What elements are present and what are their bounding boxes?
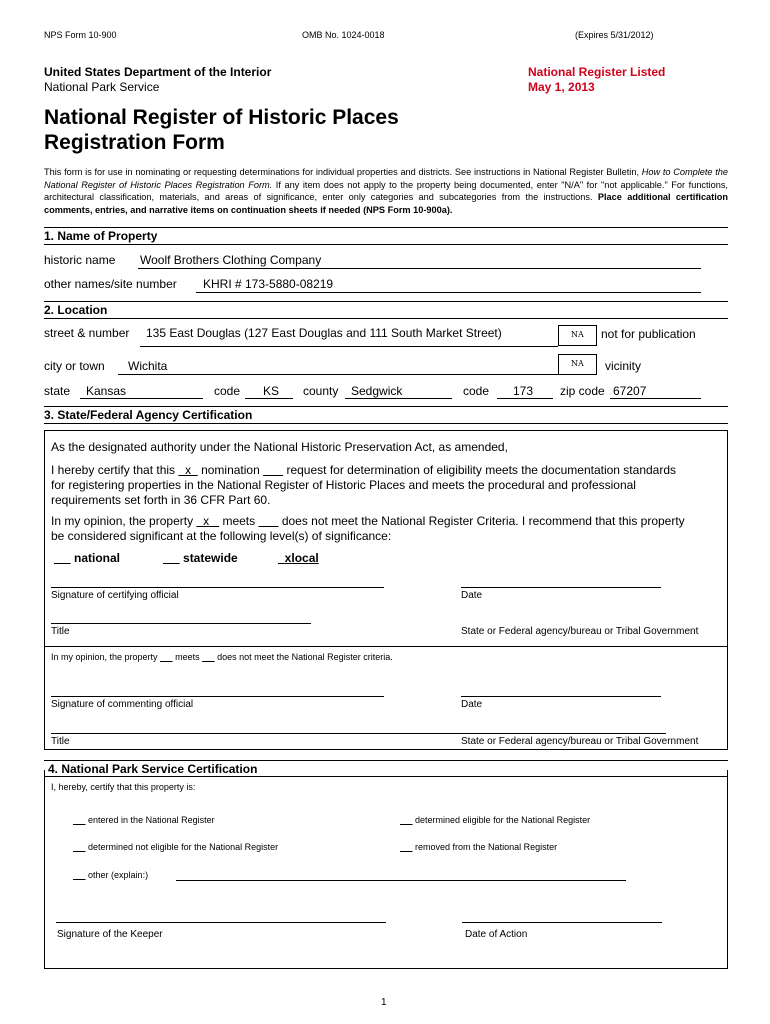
request-check[interactable]	[263, 463, 283, 477]
commenting-title-label: Title	[51, 736, 70, 747]
street-label: street & number	[44, 326, 130, 340]
option-other[interactable]	[73, 870, 148, 880]
certifying-signature-line[interactable]	[51, 587, 384, 588]
commenting-meets-check[interactable]	[160, 652, 173, 662]
commenting-date-label: Date	[461, 699, 483, 710]
meets-check[interactable]	[196, 514, 219, 528]
section1-title: 1. Name of Property	[44, 229, 158, 243]
commenting-opinion-b: meets	[172, 652, 203, 662]
commenting-signature-label: Signature of commenting official	[51, 699, 194, 710]
section2-top-rule	[44, 301, 728, 302]
national-label: national	[74, 551, 121, 565]
form-title-line2: Registration Form	[44, 131, 225, 154]
local-label: local	[291, 551, 319, 565]
option-determined-not-eligible-label: determined not eligible for the National Register	[88, 842, 279, 852]
form-number: NPS Form 10-900	[44, 30, 117, 40]
state-underline	[80, 398, 203, 399]
county-code-label: code	[463, 384, 490, 398]
commenting-opinion	[51, 652, 393, 662]
opinion-text-a: In my opinion, the property	[51, 514, 197, 528]
opinion-text-d: be considered significant at the following level(s) of significance:	[51, 529, 392, 543]
option-other-label: other (explain:)	[88, 870, 149, 880]
other-explain-line[interactable]	[176, 880, 626, 881]
zip-value[interactable]: 67207	[613, 384, 647, 398]
statewide-label: statewide	[183, 551, 238, 565]
state-code-value[interactable]: KS	[263, 384, 280, 398]
commenting-signature-line[interactable]	[51, 696, 384, 697]
intro-text-1: This form is for use in nominating or requesting determinations for individual properties and districts. See instructions in National Register Bulletin,	[44, 167, 642, 177]
local-check-mark: x	[284, 551, 292, 565]
nomination-check-mark: x	[185, 463, 192, 477]
section2-title: 2. Location	[44, 303, 108, 317]
other-names-value[interactable]: KHRI # 173-5880-08219	[203, 277, 334, 291]
date-of-action-line[interactable]	[462, 922, 662, 923]
certifying-signature-label: Signature of certifying official	[51, 590, 179, 601]
not-for-publication-label: not for publication	[601, 327, 696, 341]
nomination-check[interactable]	[178, 463, 197, 477]
option-entered[interactable]	[73, 815, 215, 825]
not-meet-check[interactable]	[258, 514, 278, 528]
commenting-agency-label: State or Federal agency/bureau or Tribal Government	[461, 736, 699, 747]
state-label: state	[44, 384, 71, 398]
city-underline	[118, 374, 558, 375]
option-determined-eligible-label: determined eligible for the National Register	[415, 815, 591, 825]
nomination-certification	[51, 463, 721, 508]
section4-top-rule	[44, 760, 728, 761]
county-underline	[345, 398, 452, 399]
county-code-value[interactable]: 173	[513, 384, 534, 398]
option-removed-label: removed from the National Register	[415, 842, 558, 852]
date-of-action-label: Date of Action	[465, 929, 528, 940]
level-local[interactable]	[278, 551, 319, 566]
other-names-underline	[196, 292, 701, 293]
historic-name-label: historic name	[44, 253, 116, 267]
state-code-label: code	[214, 384, 241, 398]
certifying-date-label: Date	[461, 590, 483, 601]
county-code-underline	[497, 398, 553, 399]
section1-bottom-rule	[44, 244, 728, 245]
commenting-not-meet-check[interactable]	[202, 652, 215, 662]
state-code-underline	[245, 398, 293, 399]
commenting-title-line[interactable]	[51, 733, 666, 734]
section1-top-rule	[44, 227, 728, 228]
option-entered-label: entered in the National Register	[88, 815, 215, 825]
service-name: National Park Service	[44, 80, 160, 94]
option-removed[interactable]	[400, 842, 557, 852]
certify-text-a: I hereby certify that this	[51, 463, 179, 477]
section3-title: 3. State/Federal Agency Certification	[44, 408, 253, 422]
zip-underline	[610, 398, 701, 399]
certify-text-d: for registering properties in the National Register of Historic Places and meets the procedural and professional	[51, 478, 636, 492]
city-value[interactable]: Wichita	[128, 359, 168, 373]
listed-stamp-line1: National Register Listed	[528, 65, 666, 79]
certifying-date-line[interactable]	[461, 587, 661, 588]
vicinity-box[interactable]: NA	[558, 354, 597, 375]
keeper-signature-label: Signature of the Keeper	[57, 929, 163, 940]
form-title-line1: National Register of Historic Places	[44, 106, 399, 129]
zip-label: zip code	[560, 384, 605, 398]
historic-name-underline	[138, 268, 701, 269]
certify-text-c: request for determination of eligibility meets the documentation standards	[283, 463, 677, 477]
county-value[interactable]: Sedgwick	[351, 384, 403, 398]
opinion-text-c: does not meet the National Register Criteria. I recommend that this property	[278, 514, 685, 528]
certifying-agency-label: State or Federal agency/bureau or Tribal Government	[461, 626, 699, 637]
certify-text-e: requirements set forth in 36 CFR Part 60.	[51, 493, 271, 507]
historic-name-value[interactable]: Woolf Brothers Clothing Company	[140, 253, 322, 267]
option-determined-eligible[interactable]	[400, 815, 590, 825]
certifying-title-line[interactable]	[51, 623, 311, 624]
state-value[interactable]: Kansas	[86, 384, 127, 398]
certifying-title-label: Title	[51, 626, 70, 637]
vicinity-label: vicinity	[605, 359, 642, 373]
city-label: city or town	[44, 359, 105, 373]
not-for-publication-box[interactable]: NA	[558, 325, 597, 346]
continuation-note: Place additional certification comments, entries, and narrative items on continuation sheets if needed (NPS Form 10-900a).	[44, 192, 729, 215]
section3-top-rule	[44, 406, 728, 407]
level-statewide[interactable]	[163, 551, 238, 566]
department-name: United States Department of the Interior	[44, 65, 272, 79]
keeper-signature-line[interactable]	[56, 922, 386, 923]
bulletin-title: How to Complete the National Register of Historic Places Registration Form.	[44, 167, 728, 190]
street-value[interactable]: 135 East Douglas (127 East Douglas and 111 South Market Street)	[146, 326, 502, 340]
listed-stamp-line2: May 1, 2013	[528, 80, 595, 94]
option-determined-not-eligible[interactable]	[73, 842, 278, 852]
commenting-opinion-c: does not meet the National Register criteria.	[214, 652, 393, 662]
section2-bottom-rule	[44, 318, 728, 319]
commenting-date-line[interactable]	[461, 696, 661, 697]
criteria-opinion	[51, 514, 721, 544]
commenting-divider	[44, 646, 728, 647]
authority-statement: As the designated authority under the National Historic Preservation Act, as amended,	[51, 440, 508, 454]
expiration-date: (Expires 5/31/2012)	[575, 30, 654, 40]
intro-text-2: If any item does not apply to the property being documented, enter "N/A" for "not applicable." For functions, architectural classification, materials, and areas of significance, enter only categories and subcategories from the instructions.	[44, 179, 728, 202]
nps-certify-intro: I, hereby, certify that this property is:	[51, 782, 196, 792]
county-label: county	[303, 384, 339, 398]
section4-title: 4. National Park Service Certification	[48, 762, 258, 776]
omb-number: OMB No. 1024-0018	[302, 30, 385, 40]
page-number: 1	[381, 997, 387, 1008]
meets-check-mark: x	[203, 514, 210, 528]
section3-bottom-rule	[44, 423, 728, 424]
other-names-label: other names/site number	[44, 277, 177, 291]
level-national[interactable]	[54, 551, 120, 566]
instructions-paragraph	[44, 166, 728, 216]
commenting-opinion-a: In my opinion, the property	[51, 652, 161, 662]
street-underline	[140, 346, 558, 347]
opinion-text-b: meets	[219, 514, 259, 528]
certify-text-b: nomination	[197, 463, 264, 477]
